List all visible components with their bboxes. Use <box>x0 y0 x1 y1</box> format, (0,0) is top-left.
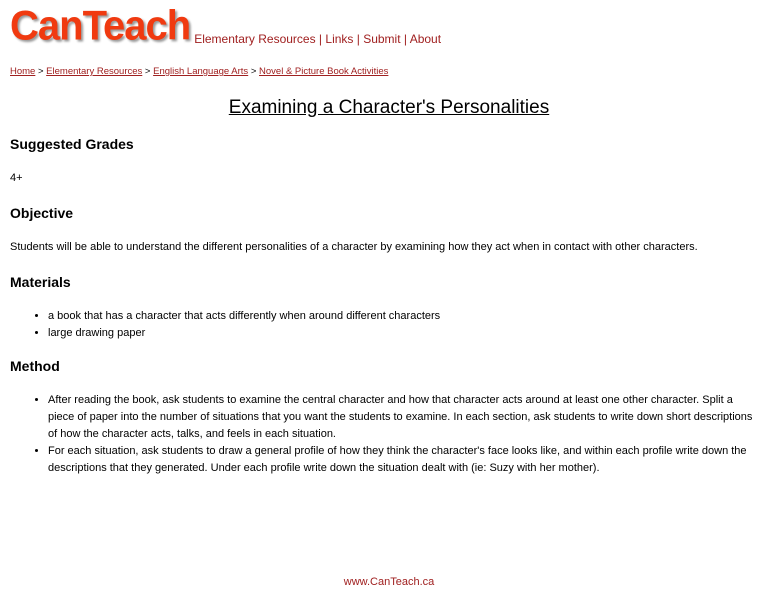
list-item: • For each situation, ask students to draw a general profile of how they think the character's face looks like, and within each profile write down the descriptions that they generated. Under each profile write down the situation dealt with (ie: Suzy with her mother). <box>48 443 758 477</box>
page-title: Examining a Character's Personalities <box>228 97 550 118</box>
header <box>10 2 442 50</box>
nav-submit[interactable]: Submit <box>363 32 401 46</box>
footer-link[interactable]: www.CanTeach.ca <box>343 576 435 588</box>
nav-links[interactable]: Links <box>325 32 354 46</box>
grades-heading: Suggested Grades <box>10 136 134 152</box>
objective-text: Students will be able to understand the different personalities of a character by examining how they act when in contact with other characters. <box>10 241 698 253</box>
canteach-logo[interactable]: CanTeach <box>10 2 191 50</box>
crumb-elementary[interactable]: Elementary Resources <box>46 66 143 77</box>
list-item: • After reading the book, ask students to examine the central character and how that character acts around at least one other character. Split a piece of paper into the number of situations that you want the students to examine. In each section, ask students to write down short descriptions of how the character acts, talks, and feels in each situation. <box>48 392 758 443</box>
crumb-ela[interactable]: English Language Arts <box>153 66 249 77</box>
breadcrumb: Home > Elementary Resources > English Language Arts > Novel & Picture Book Activities <box>10 66 389 77</box>
nav-about[interactable]: About <box>409 32 442 46</box>
crumb-home[interactable]: Home <box>10 66 36 77</box>
content <box>10 136 758 477</box>
nav-elementary-resources[interactable]: Elementary Resources <box>194 32 316 46</box>
list-item: • a book that has a character that acts differently when around different characters <box>48 308 758 325</box>
top-nav: Elementary Resources | Links | Submit | About <box>194 32 442 46</box>
method-heading: Method <box>10 358 60 374</box>
objective-heading: Objective <box>10 205 74 221</box>
grades-text: 4+ <box>10 172 23 184</box>
materials-heading: Materials <box>10 274 71 290</box>
crumb-novel[interactable]: Novel & Picture Book Activities <box>259 66 389 77</box>
method-list <box>10 392 758 477</box>
materials-list <box>10 308 758 342</box>
list-item: • large drawing paper <box>48 325 758 342</box>
